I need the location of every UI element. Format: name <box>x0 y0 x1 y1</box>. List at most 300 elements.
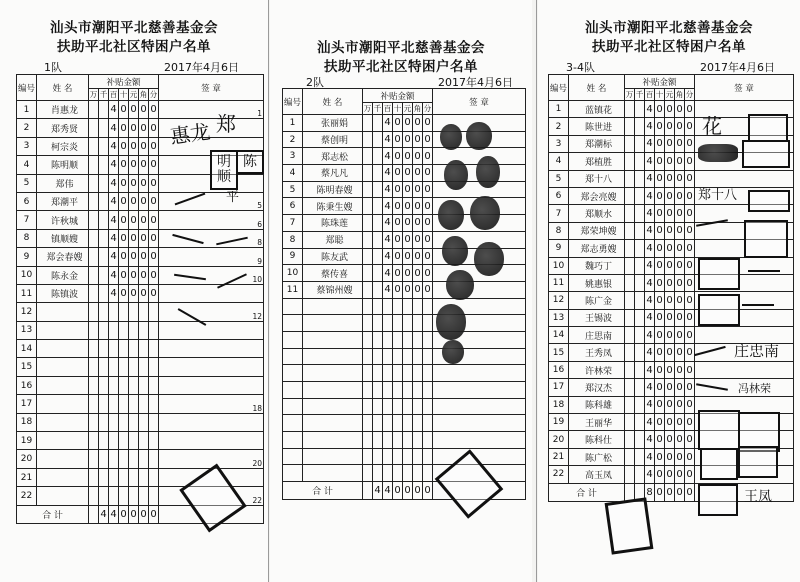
amount-digit: 0 <box>413 165 423 182</box>
recipient-name: 陈珠莲 <box>303 215 363 232</box>
recipient-name: 郑伟 <box>37 174 89 192</box>
amount-digit: 0 <box>393 281 403 298</box>
amount-digit: 0 <box>413 231 423 248</box>
amount-digit: 0 <box>685 379 695 396</box>
row-number: 3 <box>549 135 569 152</box>
amount-digit: 0 <box>413 181 423 198</box>
recipient-name: 蔡凡凡 <box>303 165 363 182</box>
table-row <box>283 398 526 415</box>
amount-digit <box>403 415 413 432</box>
row-number: 7 <box>17 211 37 229</box>
header-unit: 分 <box>685 90 694 99</box>
fingerprint-smudge <box>444 160 468 190</box>
amount-digit <box>635 344 645 361</box>
amount-digit <box>625 135 635 152</box>
amount-digit: 0 <box>413 131 423 148</box>
header-unit: 百 <box>109 90 118 99</box>
recipient-name <box>37 321 89 339</box>
recipient-name <box>303 315 363 332</box>
amount-digit <box>129 358 139 376</box>
total-digit: 0 <box>403 482 413 500</box>
recipient-name: 王秀凤 <box>569 344 625 361</box>
amount-digit: 0 <box>685 257 695 274</box>
amount-digit: 4 <box>645 205 655 222</box>
personal-seal <box>698 294 740 326</box>
amount-digit: 0 <box>119 156 129 174</box>
amount-digit <box>363 365 373 382</box>
amount-digit: 0 <box>675 344 685 361</box>
table-row <box>17 248 264 266</box>
amount-digit: 0 <box>423 231 433 248</box>
recipient-name: 陈镇波 <box>37 284 89 302</box>
table-row <box>283 415 526 432</box>
amount-digit <box>109 395 119 413</box>
amount-digit: 4 <box>383 148 393 165</box>
sheet-title-list: 扶助平北社区特困户名单 <box>57 39 211 55</box>
header-unit: 角 <box>139 90 148 99</box>
amount-digit <box>423 382 433 399</box>
recipient-name <box>303 465 363 482</box>
signature-handwriting: 郑 <box>216 112 236 136</box>
amount-digit: 0 <box>393 181 403 198</box>
amount-digit: 4 <box>109 192 119 210</box>
amount-digit: 0 <box>423 148 433 165</box>
amount-digit <box>635 448 645 465</box>
amount-digit: 0 <box>139 156 149 174</box>
amount-digit <box>403 331 413 348</box>
recipient-name: 郑十八 <box>569 170 625 187</box>
row-number <box>283 398 303 415</box>
amount-digit: 0 <box>149 284 159 302</box>
signature-scribble <box>742 304 774 306</box>
amount-digit: 4 <box>109 119 119 137</box>
amount-digit <box>99 487 109 505</box>
amount-digit: 0 <box>685 170 695 187</box>
header-unit: 万 <box>625 90 634 99</box>
amount-digit: 0 <box>129 266 139 284</box>
amount-digit: 0 <box>403 265 413 282</box>
header-number: 编号 <box>283 89 303 115</box>
header-amount: 补贴金额 <box>625 75 695 89</box>
sheet-team-1 <box>0 0 268 582</box>
amount-digit: 0 <box>129 211 139 229</box>
amount-digit: 0 <box>655 327 665 344</box>
row-number: 19 <box>549 414 569 431</box>
row-number: 11 <box>549 274 569 291</box>
amount-digit <box>89 468 99 486</box>
header-amount: 补贴金额 <box>89 75 159 89</box>
amount-digit: 0 <box>665 466 675 483</box>
amount-digit <box>413 331 423 348</box>
amount-digit <box>635 135 645 152</box>
signature-cell <box>433 365 526 382</box>
amount-digit <box>625 187 635 204</box>
amount-digit <box>363 315 373 332</box>
amount-digit: 0 <box>675 448 685 465</box>
signature-cell <box>159 303 264 321</box>
amount-digit: 0 <box>665 135 675 152</box>
signature-cell <box>159 192 264 210</box>
signature-cell <box>159 321 264 339</box>
sheet-title-foundation: 汕头市潮阳平北慈善基金会 <box>585 20 753 36</box>
amount-digit <box>149 358 159 376</box>
amount-digit <box>413 465 423 482</box>
signature-cell <box>159 248 264 266</box>
list-date: 2017年4月6日 <box>700 61 775 74</box>
amount-digit: 0 <box>665 205 675 222</box>
amount-digit <box>139 358 149 376</box>
amount-digit <box>363 131 373 148</box>
amount-digit <box>413 315 423 332</box>
total-digit <box>89 505 99 523</box>
signature-cell <box>159 450 264 468</box>
amount-digit: 0 <box>423 165 433 182</box>
amount-digit <box>383 398 393 415</box>
page-divider <box>536 0 537 582</box>
amount-digit <box>363 432 373 449</box>
amount-digit <box>403 298 413 315</box>
recipient-name <box>303 415 363 432</box>
recipient-name <box>303 432 363 449</box>
recipient-name: 郑潮平 <box>37 192 89 210</box>
row-number: 11 <box>283 281 303 298</box>
header-unit: 元 <box>665 90 674 99</box>
total-label: 合 计 <box>549 483 625 501</box>
amount-digit <box>99 358 109 376</box>
amount-digit: 0 <box>665 170 675 187</box>
signature-cell <box>433 382 526 399</box>
header-unit: 十 <box>119 90 128 99</box>
amount-digit: 0 <box>665 327 675 344</box>
amount-digit <box>139 321 149 339</box>
amount-digit <box>625 431 635 448</box>
amount-digit <box>403 465 413 482</box>
amount-digit <box>373 181 383 198</box>
amount-digit <box>423 298 433 315</box>
recipient-name: 蔡锦州嫂 <box>303 281 363 298</box>
recipient-name: 郑荣坤嫂 <box>569 222 625 239</box>
recipient-name: 陈科仕 <box>569 431 625 448</box>
recipient-name: 陈秉生嫂 <box>303 198 363 215</box>
amount-digit: 0 <box>423 281 433 298</box>
sheet-title-foundation: 汕头市潮阳平北慈善基金会 <box>317 40 485 56</box>
amount-digit: 4 <box>383 198 393 215</box>
fingerprint-smudge <box>438 200 464 230</box>
row-number: 14 <box>17 340 37 358</box>
amount-digit: 0 <box>655 414 665 431</box>
amount-digit <box>393 415 403 432</box>
amount-digit <box>89 248 99 266</box>
amount-digit <box>363 165 373 182</box>
amount-digit: 0 <box>665 240 675 257</box>
amount-digit <box>99 229 109 247</box>
total-digit: 8 <box>645 483 655 501</box>
amount-digit: 0 <box>685 448 695 465</box>
amount-digit <box>99 192 109 210</box>
amount-digit: 0 <box>119 101 129 119</box>
total-label: 合 计 <box>283 482 363 500</box>
amount-digit <box>89 450 99 468</box>
amount-digit <box>635 205 645 222</box>
amount-digit: 0 <box>413 265 423 282</box>
amount-digit <box>363 465 373 482</box>
amount-digit <box>149 487 159 505</box>
amount-digit: 0 <box>685 466 695 483</box>
row-number: 9 <box>17 248 37 266</box>
amount-digit <box>363 281 373 298</box>
recipient-name <box>37 487 89 505</box>
amount-digit <box>119 468 129 486</box>
table-row <box>17 413 264 431</box>
amount-digit <box>635 309 645 326</box>
amount-digit <box>99 101 109 119</box>
amount-digit: 0 <box>139 119 149 137</box>
table-row <box>549 396 794 413</box>
amount-digit <box>635 101 645 118</box>
amount-digit <box>373 115 383 132</box>
amount-digit <box>363 448 373 465</box>
amount-digit <box>89 211 99 229</box>
amount-digit: 0 <box>685 118 695 135</box>
amount-digit <box>89 101 99 119</box>
amount-digit: 4 <box>383 181 393 198</box>
amount-digit: 0 <box>119 137 129 155</box>
table-row <box>549 292 794 309</box>
amount-digit <box>393 398 403 415</box>
amount-digit: 0 <box>655 466 665 483</box>
amount-digit <box>635 153 645 170</box>
seal-stamp <box>605 497 654 554</box>
amount-digit <box>119 358 129 376</box>
amount-digit <box>635 379 645 396</box>
header-unit: 千 <box>635 90 644 99</box>
amount-digit <box>373 231 383 248</box>
recipient-name: 陈永金 <box>37 266 89 284</box>
amount-digit <box>423 348 433 365</box>
amount-digit: 4 <box>383 131 393 148</box>
table-row <box>283 365 526 382</box>
fingerprint-smudge <box>440 124 462 150</box>
amount-digit <box>89 266 99 284</box>
total-digit: 0 <box>393 482 403 500</box>
amount-digit <box>149 321 159 339</box>
amount-digit: 0 <box>675 240 685 257</box>
row-number <box>283 298 303 315</box>
amount-digit <box>625 153 635 170</box>
amount-digit <box>625 379 635 396</box>
amount-digit <box>89 303 99 321</box>
amount-digit <box>99 174 109 192</box>
total-digit: 4 <box>373 482 383 500</box>
recipient-name <box>303 448 363 465</box>
amount-digit: 0 <box>685 327 695 344</box>
amount-digit <box>119 413 129 431</box>
header-name: 姓 名 <box>569 75 625 101</box>
amount-digit <box>635 466 645 483</box>
header-number: 编号 <box>549 75 569 101</box>
amount-digit <box>363 331 373 348</box>
amount-digit: 4 <box>645 431 655 448</box>
amount-digit <box>89 284 99 302</box>
recipient-name: 魏巧丁 <box>569 257 625 274</box>
recipient-name: 庄思南 <box>569 327 625 344</box>
row-number <box>283 432 303 449</box>
sheet-team-2 <box>270 0 532 582</box>
row-number: 1 <box>17 101 37 119</box>
amount-digit: 0 <box>685 153 695 170</box>
amount-digit <box>393 298 403 315</box>
amount-digit: 0 <box>655 361 665 378</box>
amount-digit: 0 <box>675 101 685 118</box>
signature-cell <box>159 413 264 431</box>
recipient-name <box>303 365 363 382</box>
amount-digit <box>109 376 119 394</box>
amount-digit <box>99 284 109 302</box>
amount-digit <box>129 376 139 394</box>
amount-digit: 0 <box>685 135 695 152</box>
recipient-name: 陈科雄 <box>569 396 625 413</box>
amount-digit <box>635 257 645 274</box>
amount-digit <box>413 398 423 415</box>
amount-digit <box>109 450 119 468</box>
header-unit: 分 <box>423 104 432 113</box>
amount-digit: 4 <box>109 284 119 302</box>
amount-digit <box>625 361 635 378</box>
table-row <box>283 348 526 365</box>
amount-digit <box>119 450 129 468</box>
fingerprint-smudge <box>474 242 504 276</box>
list-date: 2017年4月6日 <box>164 61 239 74</box>
amount-digit <box>99 119 109 137</box>
total-digit: 0 <box>119 505 129 523</box>
table-row <box>17 376 264 394</box>
row-number: 2 <box>283 131 303 148</box>
row-number: 21 <box>17 468 37 486</box>
amount-digit <box>625 222 635 239</box>
recipient-name: 张丽娟 <box>303 115 363 132</box>
table-row <box>549 361 794 378</box>
amount-digit <box>129 413 139 431</box>
amount-digit <box>109 358 119 376</box>
table-row <box>17 358 264 376</box>
amount-digit <box>99 211 109 229</box>
recipient-name: 陈明春嫂 <box>303 181 363 198</box>
row-number: 4 <box>283 165 303 182</box>
amount-digit <box>139 432 149 450</box>
amount-digit: 0 <box>655 205 665 222</box>
row-number: 6 <box>17 192 37 210</box>
fingerprint-smudge <box>442 340 464 364</box>
amount-digit <box>383 415 393 432</box>
amount-digit: 4 <box>383 215 393 232</box>
amount-digit <box>139 340 149 358</box>
amount-digit <box>363 382 373 399</box>
total-digit: 0 <box>149 505 159 523</box>
amount-digit <box>393 348 403 365</box>
amount-digit <box>129 340 139 358</box>
amount-digit <box>403 365 413 382</box>
amount-digit <box>625 309 635 326</box>
amount-digit <box>99 376 109 394</box>
row-number: 9 <box>549 240 569 257</box>
header-unit: 十 <box>393 104 402 113</box>
amount-digit: 0 <box>403 281 413 298</box>
amount-digit: 0 <box>685 344 695 361</box>
recipient-name: 肖惠龙 <box>37 101 89 119</box>
amount-digit: 0 <box>119 248 129 266</box>
amount-digit <box>625 118 635 135</box>
recipient-name: 郑聪 <box>303 231 363 248</box>
recipient-name: 郑会亮嫂 <box>569 187 625 204</box>
amount-digit: 0 <box>655 344 665 361</box>
amount-digit: 0 <box>655 170 665 187</box>
recipient-name: 姚惠银 <box>569 274 625 291</box>
amount-digit: 0 <box>665 396 675 413</box>
row-number: 22 <box>17 487 37 505</box>
amount-digit <box>383 365 393 382</box>
amount-digit <box>423 432 433 449</box>
amount-digit <box>119 395 129 413</box>
personal-seal <box>738 446 778 478</box>
amount-digit <box>403 432 413 449</box>
total-digit: 4 <box>109 505 119 523</box>
amount-digit: 0 <box>139 266 149 284</box>
amount-digit: 0 <box>413 281 423 298</box>
signature-cell <box>159 432 264 450</box>
amount-digit <box>373 148 383 165</box>
amount-digit <box>149 413 159 431</box>
amount-digit <box>363 348 373 365</box>
recipient-name: 郑志松 <box>303 148 363 165</box>
recipient-name <box>303 348 363 365</box>
amount-digit <box>625 170 635 187</box>
amount-digit: 0 <box>655 222 665 239</box>
amount-digit <box>109 432 119 450</box>
total-digit <box>363 482 373 500</box>
amount-digit: 0 <box>393 165 403 182</box>
row-number <box>283 465 303 482</box>
amount-digit <box>139 450 149 468</box>
amount-digit <box>393 448 403 465</box>
total-digit: 0 <box>423 482 433 500</box>
amount-digit: 0 <box>393 231 403 248</box>
sheet-title-list: 扶助平北社区特困户名单 <box>592 39 746 55</box>
amount-digit: 0 <box>403 181 413 198</box>
team-label: 3-4队 <box>566 61 595 74</box>
amount-digit: 0 <box>139 192 149 210</box>
amount-digit <box>89 137 99 155</box>
amount-digit <box>635 222 645 239</box>
total-digit: 0 <box>139 505 149 523</box>
sheet-title-foundation: 汕头市潮阳平北慈善基金会 <box>50 20 218 36</box>
amount-digit: 0 <box>393 248 403 265</box>
row-number <box>283 331 303 348</box>
amount-digit: 0 <box>149 101 159 119</box>
header-number: 编号 <box>17 75 37 101</box>
amount-digit: 0 <box>119 211 129 229</box>
table-row <box>549 274 794 291</box>
amount-digit <box>89 119 99 137</box>
amount-digit: 0 <box>423 265 433 282</box>
table-row <box>283 382 526 399</box>
amount-digit: 4 <box>383 248 393 265</box>
amount-digit: 0 <box>655 448 665 465</box>
amount-digit <box>403 448 413 465</box>
amount-digit: 0 <box>675 327 685 344</box>
total-label: 合 计 <box>17 505 89 523</box>
amount-digit <box>373 265 383 282</box>
signature-handwriting: 庄忠南 <box>734 342 780 360</box>
